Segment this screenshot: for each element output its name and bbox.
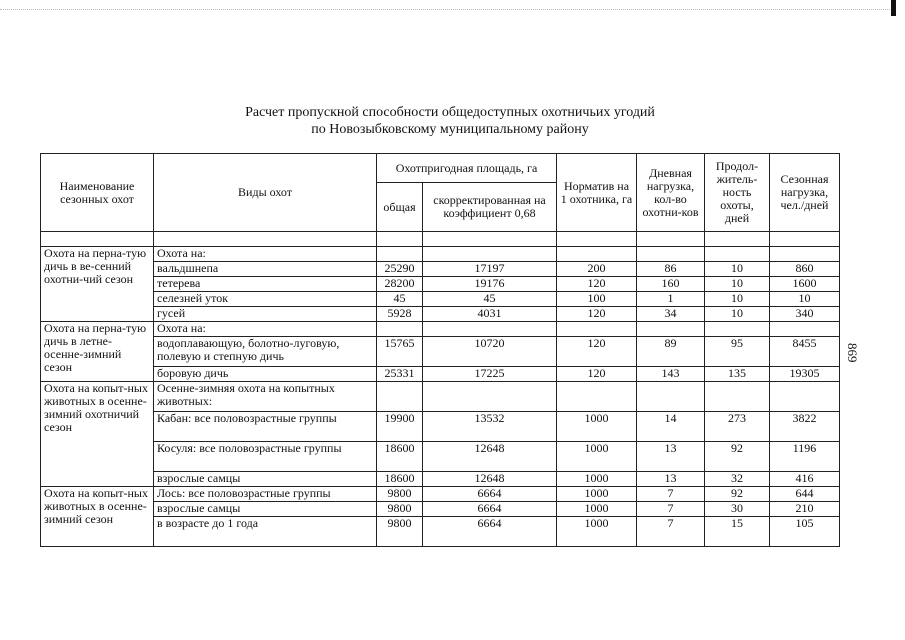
capacity-table <box>40 153 840 547</box>
norm-cell: 120 <box>557 277 637 292</box>
kind-cell: водоплавающую, болотно-луговую, полевую и степную дичь <box>154 337 377 367</box>
seasonal-cell: 1600 <box>770 277 840 292</box>
duration-cell: 10 <box>705 292 770 307</box>
kind-cell: Кабан: все половозрастные группы <box>154 412 377 442</box>
adjusted-cell: 12648 <box>423 442 557 472</box>
adjusted-cell: 6664 <box>423 517 557 547</box>
table-row <box>41 487 840 502</box>
adjusted-cell: 45 <box>423 292 557 307</box>
adjusted-cell: 19176 <box>423 277 557 292</box>
total-cell: 15765 <box>377 337 423 367</box>
kind-cell: Косуля: все половозрастные группы <box>154 442 377 472</box>
table-row <box>41 277 840 292</box>
table-row <box>41 412 840 442</box>
total-cell: 19900 <box>377 412 423 442</box>
daily-cell: 89 <box>637 337 705 367</box>
seasonal-cell: 8455 <box>770 337 840 367</box>
table-row <box>41 337 840 367</box>
title-line-2: по Новозыбковскому муниципальному району <box>311 122 589 137</box>
norm-cell: 1000 <box>557 517 637 547</box>
norm-cell: 100 <box>557 292 637 307</box>
season-cell: Охота на перна-тую дичь в ве-сенний охотни-чий сезон <box>41 247 154 322</box>
page-number: 869 <box>845 343 860 363</box>
adjusted-cell: 17197 <box>423 262 557 277</box>
seasonal-cell: 416 <box>770 472 840 487</box>
intro-cell: Охота на: <box>154 322 377 337</box>
header-area-adjusted: скорректированная на коэффициент 0,68 <box>423 183 557 232</box>
scan-artifact-line <box>0 9 890 14</box>
duration-cell: 10 <box>705 262 770 277</box>
table-row <box>41 322 840 337</box>
table-row <box>41 382 840 412</box>
header-norm: Норматив на 1 охотника, га <box>557 154 637 232</box>
total-cell: 45 <box>377 292 423 307</box>
kind-cell: селезней уток <box>154 292 377 307</box>
total-cell: 25331 <box>377 367 423 382</box>
page-title <box>150 104 750 138</box>
duration-cell: 10 <box>705 307 770 322</box>
table-row <box>41 472 840 487</box>
kind-cell: взрослые самцы <box>154 472 377 487</box>
seasonal-cell: 19305 <box>770 367 840 382</box>
total-cell: 9800 <box>377 487 423 502</box>
kind-cell: Лось: все половозрастные группы <box>154 487 377 502</box>
seasonal-cell: 10 <box>770 292 840 307</box>
daily-cell: 7 <box>637 517 705 547</box>
header-season: Наименование сезонных охот <box>41 154 154 232</box>
seasonal-cell: 105 <box>770 517 840 547</box>
duration-cell: 135 <box>705 367 770 382</box>
seasonal-cell: 210 <box>770 502 840 517</box>
seasonal-cell: 340 <box>770 307 840 322</box>
adjusted-cell: 10720 <box>423 337 557 367</box>
duration-cell: 273 <box>705 412 770 442</box>
kind-cell: взрослые самцы <box>154 502 377 517</box>
duration-cell: 15 <box>705 517 770 547</box>
norm-cell: 1000 <box>557 442 637 472</box>
daily-cell: 7 <box>637 487 705 502</box>
duration-cell: 92 <box>705 442 770 472</box>
spacer-row <box>41 232 840 247</box>
daily-cell: 13 <box>637 442 705 472</box>
seasonal-cell: 860 <box>770 262 840 277</box>
header-area: Охотпригодная площадь, га <box>377 154 557 183</box>
total-cell: 18600 <box>377 442 423 472</box>
header-daily: Дневная нагрузка, кол-во охотни-ков <box>637 154 705 232</box>
adjusted-cell: 4031 <box>423 307 557 322</box>
adjusted-cell: 6664 <box>423 487 557 502</box>
daily-cell: 14 <box>637 412 705 442</box>
table-row <box>41 262 840 277</box>
intro-cell: Осенне-зимняя охота на копытных животных: <box>154 382 377 412</box>
table-row <box>41 517 840 547</box>
scan-artifact-mark <box>891 0 896 16</box>
kind-cell: боровую дичь <box>154 367 377 382</box>
daily-cell: 143 <box>637 367 705 382</box>
table-row <box>41 442 840 472</box>
season-cell: Охота на перна-тую дичь в летне- осенне-зимний сезон <box>41 322 154 382</box>
daily-cell: 86 <box>637 262 705 277</box>
intro-cell: Охота на: <box>154 247 377 262</box>
norm-cell: 120 <box>557 367 637 382</box>
norm-cell: 1000 <box>557 487 637 502</box>
total-cell: 9800 <box>377 502 423 517</box>
duration-cell: 95 <box>705 337 770 367</box>
norm-cell: 1000 <box>557 412 637 442</box>
header-duration: Продол-житель-ность охоты, дней <box>705 154 770 232</box>
seasonal-cell: 3822 <box>770 412 840 442</box>
table-row <box>41 367 840 382</box>
season-cell: Охота на копыт-ных животных в осенне-зимний сезон <box>41 487 154 547</box>
total-cell: 25290 <box>377 262 423 277</box>
adjusted-cell: 13532 <box>423 412 557 442</box>
daily-cell: 7 <box>637 502 705 517</box>
daily-cell: 13 <box>637 472 705 487</box>
total-cell: 5928 <box>377 307 423 322</box>
season-cell: Охота на копыт-ных животных в осенне-зимний охотничий сезон <box>41 382 154 487</box>
kind-cell: в возрасте до 1 года <box>154 517 377 547</box>
header-seasonal: Сезонная нагрузка, чел./дней <box>770 154 840 232</box>
daily-cell: 34 <box>637 307 705 322</box>
kind-cell: вальдшнепа <box>154 262 377 277</box>
norm-cell: 120 <box>557 337 637 367</box>
table-row <box>41 292 840 307</box>
duration-cell: 32 <box>705 472 770 487</box>
total-cell: 9800 <box>377 517 423 547</box>
daily-cell: 160 <box>637 277 705 292</box>
title-line-1: Расчет пропускной способности общедоступных охотничьих угодий <box>245 105 655 120</box>
header-kind: Виды охот <box>154 154 377 232</box>
duration-cell: 92 <box>705 487 770 502</box>
header-area-total: общая <box>377 183 423 232</box>
table-row <box>41 247 840 262</box>
header-row-1 <box>41 154 840 183</box>
seasonal-cell: 1196 <box>770 442 840 472</box>
seasonal-cell: 644 <box>770 487 840 502</box>
norm-cell: 120 <box>557 307 637 322</box>
adjusted-cell: 17225 <box>423 367 557 382</box>
duration-cell: 30 <box>705 502 770 517</box>
table-row <box>41 307 840 322</box>
total-cell: 28200 <box>377 277 423 292</box>
kind-cell: гусей <box>154 307 377 322</box>
table-row <box>41 502 840 517</box>
total-cell: 18600 <box>377 472 423 487</box>
norm-cell: 200 <box>557 262 637 277</box>
daily-cell: 1 <box>637 292 705 307</box>
norm-cell: 1000 <box>557 472 637 487</box>
duration-cell: 10 <box>705 277 770 292</box>
adjusted-cell: 6664 <box>423 502 557 517</box>
norm-cell: 1000 <box>557 502 637 517</box>
kind-cell: тетерева <box>154 277 377 292</box>
adjusted-cell: 12648 <box>423 472 557 487</box>
